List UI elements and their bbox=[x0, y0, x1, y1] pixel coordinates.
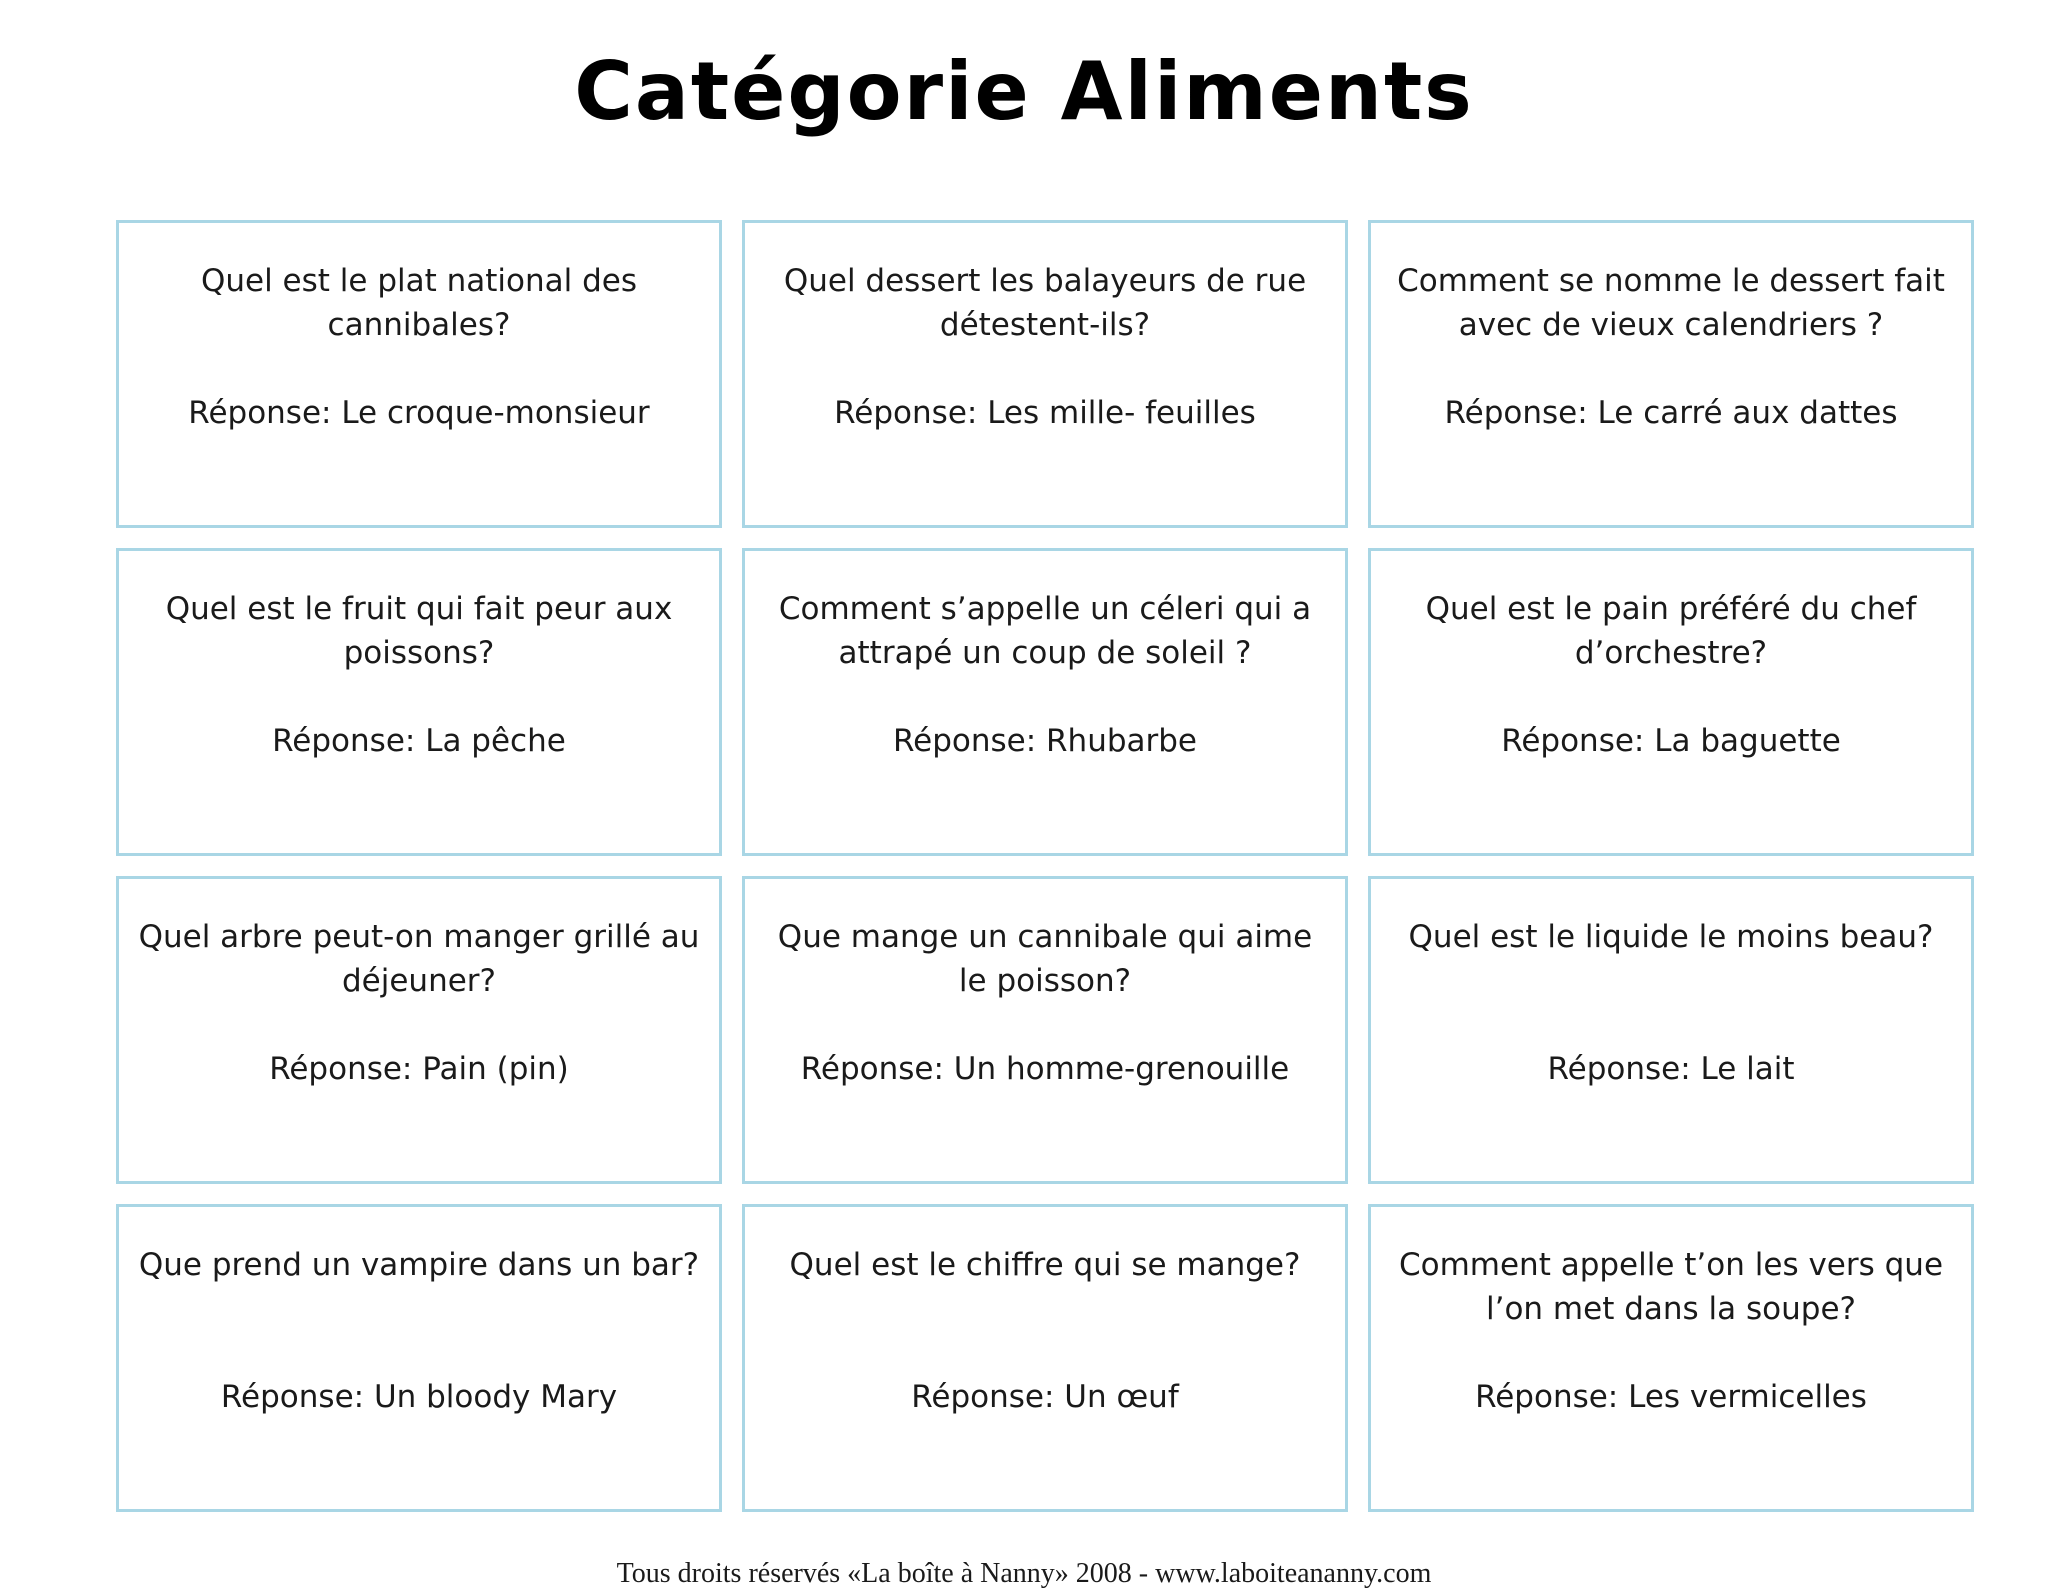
riddle-card bbox=[1368, 220, 1974, 528]
card-answer: Réponse: Les vermicelles bbox=[1475, 1379, 1867, 1415]
card-answer: Réponse: La baguette bbox=[1501, 723, 1841, 759]
riddle-card bbox=[742, 1204, 1348, 1512]
card-answer: Réponse: Les mille- feuilles bbox=[834, 395, 1256, 431]
card-grid bbox=[116, 220, 1974, 1512]
card-question: Quel est le liquide le moins beau? bbox=[1408, 919, 1934, 955]
riddle-card bbox=[742, 548, 1348, 856]
card-answer: Réponse: Rhubarbe bbox=[892, 723, 1198, 759]
card-answer: Réponse: Le croque-monsieur bbox=[188, 395, 650, 431]
riddle-card bbox=[742, 876, 1348, 1184]
riddle-card bbox=[1368, 548, 1974, 856]
card-answer: Réponse: Le carré aux dattes bbox=[1444, 395, 1898, 431]
card-answer: Réponse: Un homme-grenouille bbox=[800, 1051, 1290, 1087]
card-question: Que mange un cannibale qui aime le poisson? bbox=[777, 919, 1313, 999]
card-answer: Réponse: Le lait bbox=[1547, 1051, 1795, 1087]
card-question: Comment se nomme le dessert fait avec de vieux calendriers ? bbox=[1397, 263, 1945, 343]
riddle-card bbox=[1368, 1204, 1974, 1512]
card-question: Quel est le pain préféré du chef d’orchestre? bbox=[1425, 591, 1917, 671]
riddle-card bbox=[1368, 876, 1974, 1184]
riddle-card bbox=[116, 1204, 722, 1512]
card-question: Quel est le chiffre qui se mange? bbox=[789, 1247, 1301, 1283]
card-question: Comment appelle t’on les vers que l’on met dans la soupe? bbox=[1398, 1247, 1944, 1327]
copyright-footer: Tous droits réservés «La boîte à Nanny» 2008 - www.laboiteananny.com bbox=[616, 1558, 1432, 1589]
card-question: Quel est le plat national des cannibales? bbox=[200, 263, 638, 343]
card-question: Quel dessert les balayeurs de rue détestent-ils? bbox=[783, 263, 1307, 343]
card-question: Quel arbre peut-on manger grillé au déjeuner? bbox=[138, 919, 700, 999]
riddle-card bbox=[742, 220, 1348, 528]
page-title: Catégorie Aliments bbox=[574, 45, 1474, 138]
riddle-card bbox=[116, 548, 722, 856]
card-answer: Réponse: Pain (pin) bbox=[269, 1051, 569, 1087]
card-answer: Réponse: La pêche bbox=[272, 723, 566, 759]
card-question: Comment s’appelle un céleri qui a attrapé un coup de soleil ? bbox=[778, 591, 1312, 671]
riddle-card bbox=[116, 876, 722, 1184]
card-question: Que prend un vampire dans un bar? bbox=[138, 1247, 700, 1283]
card-question: Quel est le fruit qui fait peur aux poissons? bbox=[165, 591, 673, 671]
card-answer: Réponse: Un bloody Mary bbox=[220, 1379, 618, 1415]
riddle-card bbox=[116, 220, 722, 528]
card-answer: Réponse: Un œuf bbox=[911, 1379, 1179, 1415]
